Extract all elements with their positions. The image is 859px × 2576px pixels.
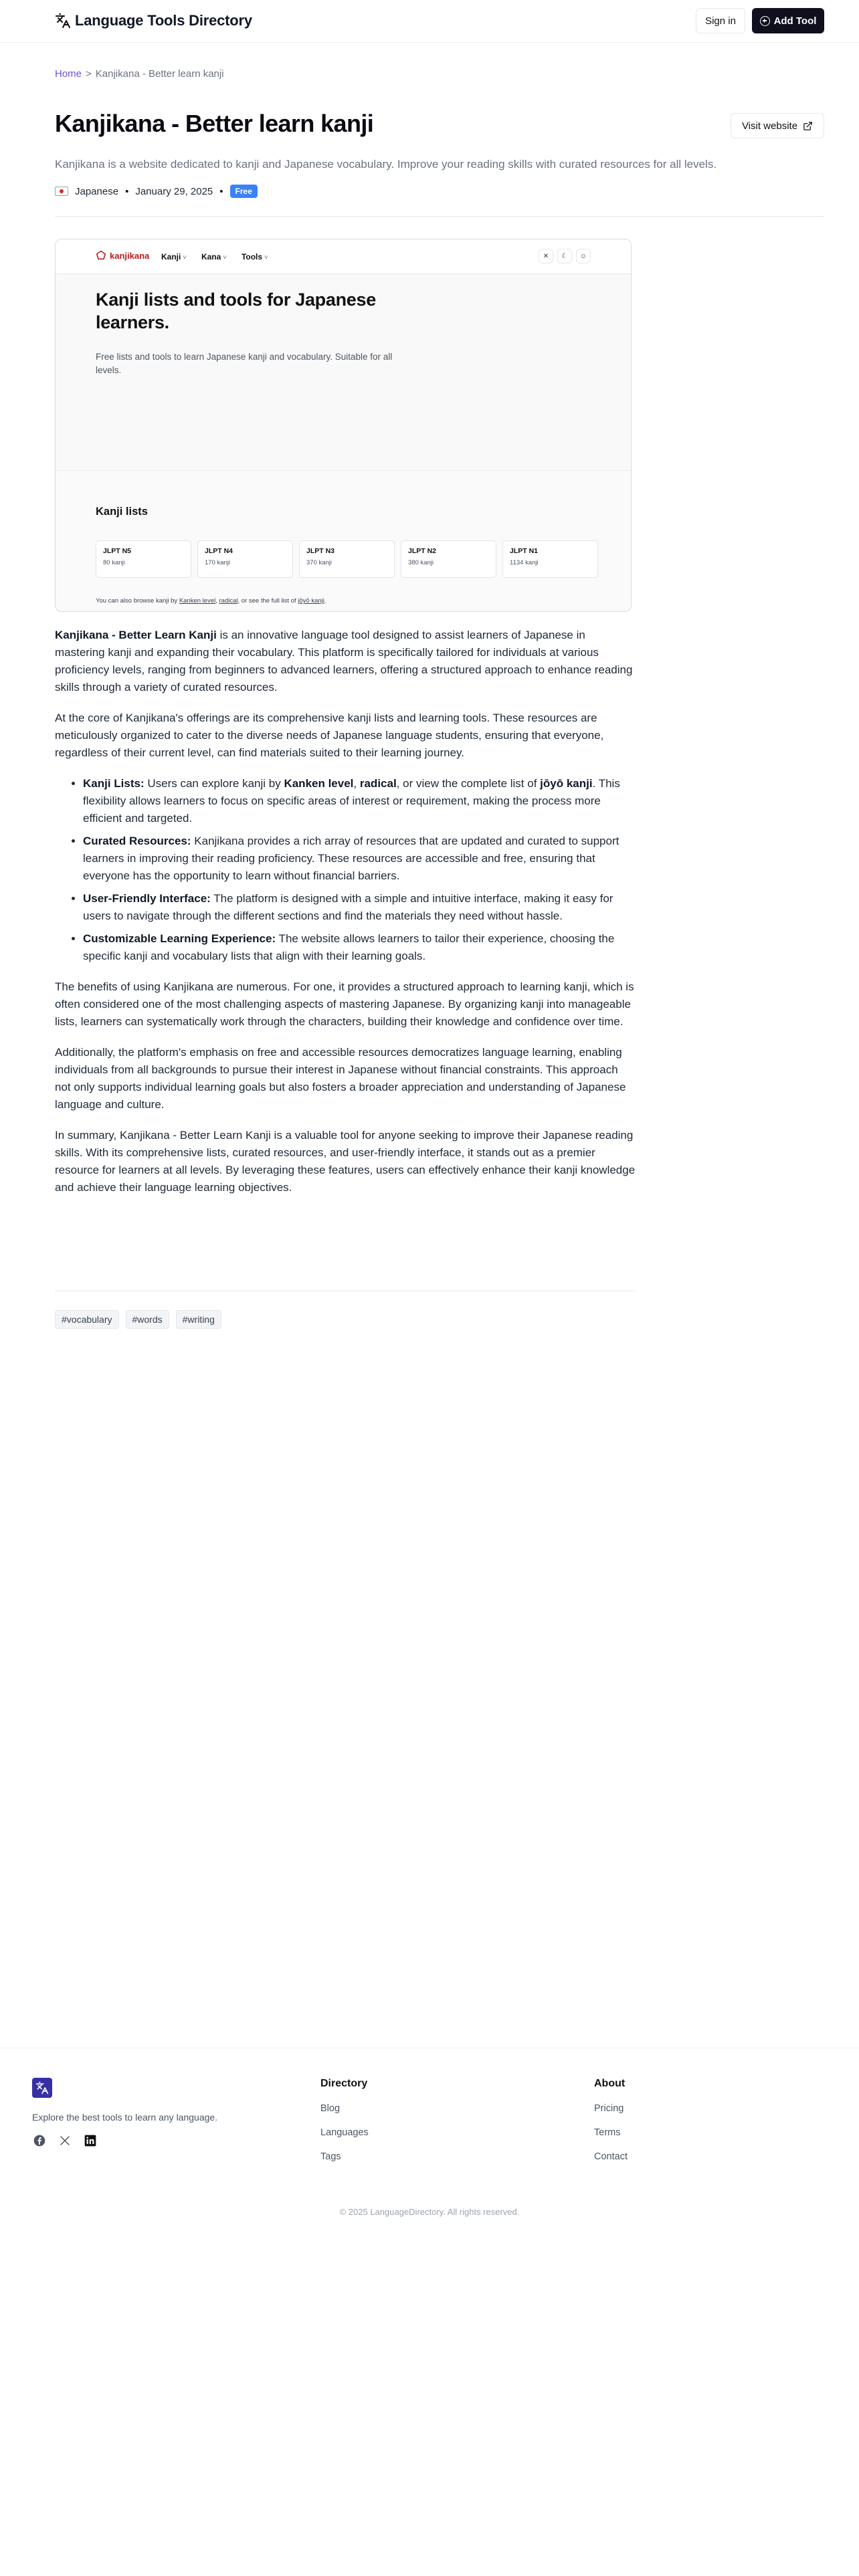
page-title: Kanjikana - Better learn kanji xyxy=(55,110,374,137)
article-paragraph: The benefits of using Kanjikana are numerous. For one, it provides a structured approach to learning kanji, which is often considered one of the most challenging aspects of mastering Japanese. By organizing kanji into manageable lists, learners can systematically work through the characters, building their knowledge and confidence over time. xyxy=(55,980,634,1028)
translate-icon xyxy=(55,13,71,29)
list-item-text: . This flexibility allows learners to focus on specific areas of interest or requirement, making the process more efficient and targeted. xyxy=(83,777,620,825)
footer-about-column xyxy=(594,2078,628,2175)
preview-moon-icon: ☾ xyxy=(557,249,572,263)
footer-link-tags[interactable]: Tags xyxy=(320,2151,341,2162)
preview-menu-tools: Tools ˅ xyxy=(242,252,268,261)
plus-circle-icon xyxy=(760,16,770,26)
list-item-text: , or view the complete list of xyxy=(396,777,541,790)
card-title: JLPT N3 xyxy=(306,547,335,555)
card-count: 170 kanji xyxy=(205,559,231,566)
website-preview xyxy=(55,239,632,612)
tag-writing[interactable]: #writing xyxy=(176,1310,221,1329)
preview-smile-icon: ☺ xyxy=(576,249,591,263)
translate-icon xyxy=(35,2081,49,2095)
tag-list xyxy=(55,1310,221,1329)
breadcrumb xyxy=(55,68,224,80)
add-tool-button[interactable] xyxy=(752,8,824,33)
list-item xyxy=(83,775,636,827)
card-count: 380 kanji xyxy=(408,559,434,566)
tool-language: Japanese xyxy=(75,185,119,197)
divider xyxy=(55,216,824,217)
card-count: 1134 kanji xyxy=(510,559,539,566)
sign-in-button[interactable]: Sign in xyxy=(696,8,745,33)
list-item-text: Users can explore kanji by xyxy=(144,777,284,790)
list-item-text: The website allows learners to tailor their experience, choosing the specific kanji and vocabulary lists that align with their learning goals. xyxy=(83,932,615,962)
card-title: JLPT N5 xyxy=(103,547,132,555)
list-item xyxy=(83,930,636,965)
card-count: 80 kanji xyxy=(103,559,125,566)
preview-card xyxy=(197,540,293,578)
list-item-bold: jōyō kanji xyxy=(540,777,593,790)
preview-hero-title: Kanji lists and tools for Japanese learners. xyxy=(96,290,376,332)
preview-menu-kanji: Kanji ˅ xyxy=(161,252,187,261)
footer-link-contact[interactable]: Contact xyxy=(594,2151,628,2162)
breadcrumb-home-link[interactable]: Home xyxy=(55,68,82,80)
linkedin-icon[interactable] xyxy=(83,2133,98,2148)
list-item-text: , xyxy=(353,777,360,790)
tool-date: January 29, 2025 xyxy=(135,185,213,197)
article-paragraph xyxy=(55,627,636,696)
feature-list xyxy=(83,775,636,965)
preview-kanji-cards xyxy=(96,540,598,578)
preview-card xyxy=(299,540,395,578)
tag-words[interactable]: #words xyxy=(126,1310,169,1329)
article-bold: Kanjikana - Better Learn Kanji xyxy=(55,629,217,641)
footer-link-pricing[interactable]: Pricing xyxy=(594,2103,624,2114)
preview-hero-text: Free lists and tools to learn Japanese kanji and vocabulary. Suitable for all levels. xyxy=(96,352,393,375)
preview-icon-buttons xyxy=(539,249,591,263)
preview-logo xyxy=(96,250,149,261)
list-item xyxy=(83,890,636,925)
list-item-bold: radical xyxy=(359,777,397,790)
card-title: JLPT N2 xyxy=(408,547,437,555)
article-paragraph: Additionally, the platform's emphasis on free and accessible resources democratizes language learning, enabling individuals from all backgrounds to pursue their interest in Japanese without financial constraints. This approach not only supports individual learning goals but also fosters a broader appreciation and understanding of Japanese language and culture. xyxy=(55,1046,626,1111)
brand-logo[interactable] xyxy=(55,13,252,29)
visit-website-button[interactable] xyxy=(731,113,824,138)
meta-separator: • xyxy=(219,185,223,197)
visit-website-label: Visit website xyxy=(741,120,798,132)
list-item-bold: Kanken level xyxy=(284,777,354,790)
japan-flag-icon xyxy=(55,187,68,196)
tag-vocabulary[interactable]: #vocabulary xyxy=(55,1310,119,1329)
article-text: is an innovative language tool designed to assist learners of Japanese in mastering kanji and expanding their vocabulary. This platform is specifically tailored for individuals at various proficiency levels, ranging from beginners to advanced learners, offering a structured approach to enhance reading skills through a variety of curated resources. xyxy=(55,629,633,693)
tool-article xyxy=(55,627,636,1210)
external-link-icon xyxy=(803,121,813,131)
tool-description: Kanjikana is a website dedicated to kanji and Japanese vocabulary. Improve your reading skills with curated resources for all levels. xyxy=(55,158,717,171)
footer-copyright: © 2025 LanguageDirectory. All rights reserved. xyxy=(339,2207,520,2217)
footer-directory-heading: Directory xyxy=(320,2078,368,2089)
preview-card xyxy=(502,540,598,578)
pricing-badge: Free xyxy=(230,185,258,198)
preview-note: You can also browse kanji by Kanken level, radical, or see the full list of jōyō kanji. xyxy=(96,597,326,605)
preview-logo-text: kanjikana xyxy=(110,250,150,261)
preview-menu xyxy=(161,252,268,261)
brand-name: Language Tools Directory xyxy=(75,12,252,29)
list-item-label: Customizable Learning Experience: xyxy=(83,932,276,945)
footer-logo[interactable] xyxy=(32,2078,52,2098)
footer-link-languages[interactable]: Languages xyxy=(320,2127,369,2138)
preview-menu-kana: Kana ˅ xyxy=(201,252,227,261)
footer-tagline: Explore the best tools to learn any language. xyxy=(32,2112,218,2123)
footer-link-blog[interactable]: Blog xyxy=(320,2103,341,2114)
preview-note-link: Kanken level xyxy=(179,597,216,605)
top-navbar xyxy=(0,0,859,43)
preview-card xyxy=(401,540,496,578)
footer-about-heading: About xyxy=(594,2078,626,2089)
footer-link-terms[interactable]: Terms xyxy=(594,2127,621,2138)
preview-note-link: radical xyxy=(219,597,238,605)
article-paragraph: In summary, Kanjikana - Better Learn Kanji is a valuable tool for anyone seeking to improve their Japanese reading skills. With its comprehensive lists, curated resources, and user-friendly interface, it stands out as a premier resource for learners at all levels. By leveraging these features, users can effectively enhance their kanji knowledge and achieve their language learning objectives. xyxy=(55,1129,636,1194)
card-title: JLPT N4 xyxy=(205,547,233,555)
preview-note-prefix: You can also browse kanji by xyxy=(96,597,178,605)
preview-lists-heading: Kanji lists xyxy=(96,506,148,518)
list-item-text: Kanjikana provides a rich array of resources that are updated and curated to support learners in improving their reading proficiency. These resources are accessible and free, ensuring that everyone has the opportunity to learn without financial barriers. xyxy=(83,835,619,882)
list-item-label: User-Friendly Interface: xyxy=(83,892,211,905)
social-links xyxy=(32,2133,98,2148)
preview-note-link: jōyō kanji xyxy=(298,597,324,605)
card-count: 370 kanji xyxy=(306,559,332,566)
preview-x-icon: ✕ xyxy=(539,249,553,263)
list-item-label: Kanji Lists: xyxy=(83,777,145,790)
breadcrumb-separator: > xyxy=(86,68,92,80)
add-tool-label: Add Tool xyxy=(773,15,817,27)
meta-separator: • xyxy=(125,185,129,197)
list-item-label: Curated Resources: xyxy=(83,835,191,847)
footer xyxy=(0,2048,859,2576)
x-twitter-icon[interactable] xyxy=(58,2133,72,2148)
breadcrumb-current: Kanjikana - Better learn kanji xyxy=(95,68,224,80)
preview-card xyxy=(96,540,191,578)
pentagon-logo-icon xyxy=(96,250,106,261)
card-title: JLPT N1 xyxy=(510,547,539,555)
article-paragraph: At the core of Kanjikana's offerings are its comprehensive kanji lists and learning tools. These resources are meticulously organized to cater to the diverse needs of Japanese language students, ensuring that everyone, regardless of their current level, can find materials suited to their learning journey. xyxy=(55,712,604,759)
tool-meta xyxy=(55,185,258,198)
facebook-icon[interactable] xyxy=(32,2133,47,2148)
list-item xyxy=(83,833,636,885)
preview-note-mid: , or see the full list of xyxy=(237,597,296,605)
footer-directory-column xyxy=(320,2078,369,2175)
list-item-text: The platform is designed with a simple and intuitive interface, making it easy for users to navigate through the different sections and find the materials they need without hassle. xyxy=(83,892,613,922)
preview-navbar xyxy=(56,239,631,274)
